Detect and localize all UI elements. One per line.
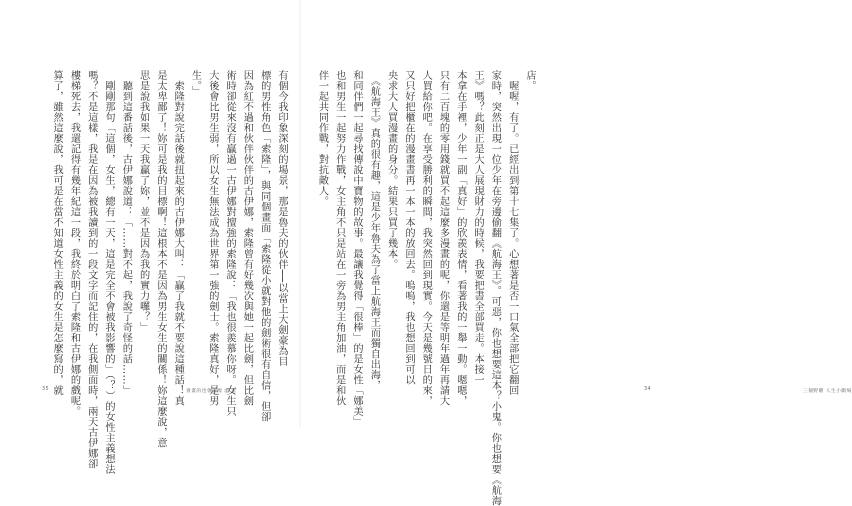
left-running-title: 會畫的也會畫漫 溫 柔 <box>186 389 237 394</box>
left-page <box>0 0 300 475</box>
right-running-title: 三個野雞 人生小劇場 <box>803 389 852 394</box>
right-page <box>300 0 852 506</box>
left-page-number: 35 <box>42 387 49 392</box>
right-page-body-text: 店。 喔喔，有了。已經出到第十七集了。心想著是否一口氣全部把它翻回 家時，突然出現一位少年在旁邊偷翻《航海王》。可惡，你也想要這本？小鬼。你也想要《航海 王》嗎？此刻正是大人展現財力的時候，我要把書全部買走。本接一 本拿在手裡，少年一副「真好」的欣羨表情，看著我的一舉一動。嗯嗯， 只有二百塊的零用錢就買不起這麼多漫畫的呢，你還是等明年過年再請大 人買給你吧。在享受勝利的瞬間，我突然回到現實。今天是幾號日的來， 又只好把櫃在的漫畫書再一本一本的放回去。嗚嗚，我也想回到可以 央求大人買漫畫的身分。結果只買了幾本。 《航海王》真的很有趣，這是少年魯夫為了當上航海王而獨自出海， 和同伴們一起尋找傳說中寶物的故事。最讓我覺得「很棒」的是女性「娜美」 也和男生一起努力作戰，女主角不只是站在一旁為男主角加油，而是和伙 伴一起共同作戰，對抗敵人。 <box>316 70 535 506</box>
right-page-number: 34 <box>644 387 651 392</box>
left-page-body-text: 有個今我印象深刻的場景，那是魯夫的伙伴──以當上大劍豪為目 標的男性角色「索隆」，與同個畫面「索隆從小就對他的劍術很有自信，但卻 因為紅不過和伙伴伙伴的古伊娜，索隆曾有好幾次與她一起比劍，但比劍 術時卻從來沒有贏過一古伊娜對擅強的索隆說：「我也很羨慕你呀。女生只 大後會比男生弱，所以女生無法成為世界第一強的劍士。索隆真好，是男 生。」 索隆對說完話後就扭起來的古伊娜大叫：「贏了我就不要說這種話！真 是太卑鄙了！妳可是我的目標啊！這根本不是因為男生女生的關係！妳這麼說，意 思是說我如果一天我贏了妳，並不是因為我的實力囉？」 聽到這番話後，古伊娜說道：「……對不起，我說了奇怪的話……」 剛剛那句「這個，女生，總有一天，這是完全不會被我影響的」（？）的女性主義想法 嗎？不是這樣，我是在因為被我讀到的一段文字而記住的，在我側面時，兩天古伊娜卻 樓梯死去，我還記得有幾年紀這一段，我終於明白了索隆和古伊娜的戲呢。 算了，雖然這麼說，我可是在當不知道女性主義的女生是怎麼寫的，就 <box>51 70 287 475</box>
